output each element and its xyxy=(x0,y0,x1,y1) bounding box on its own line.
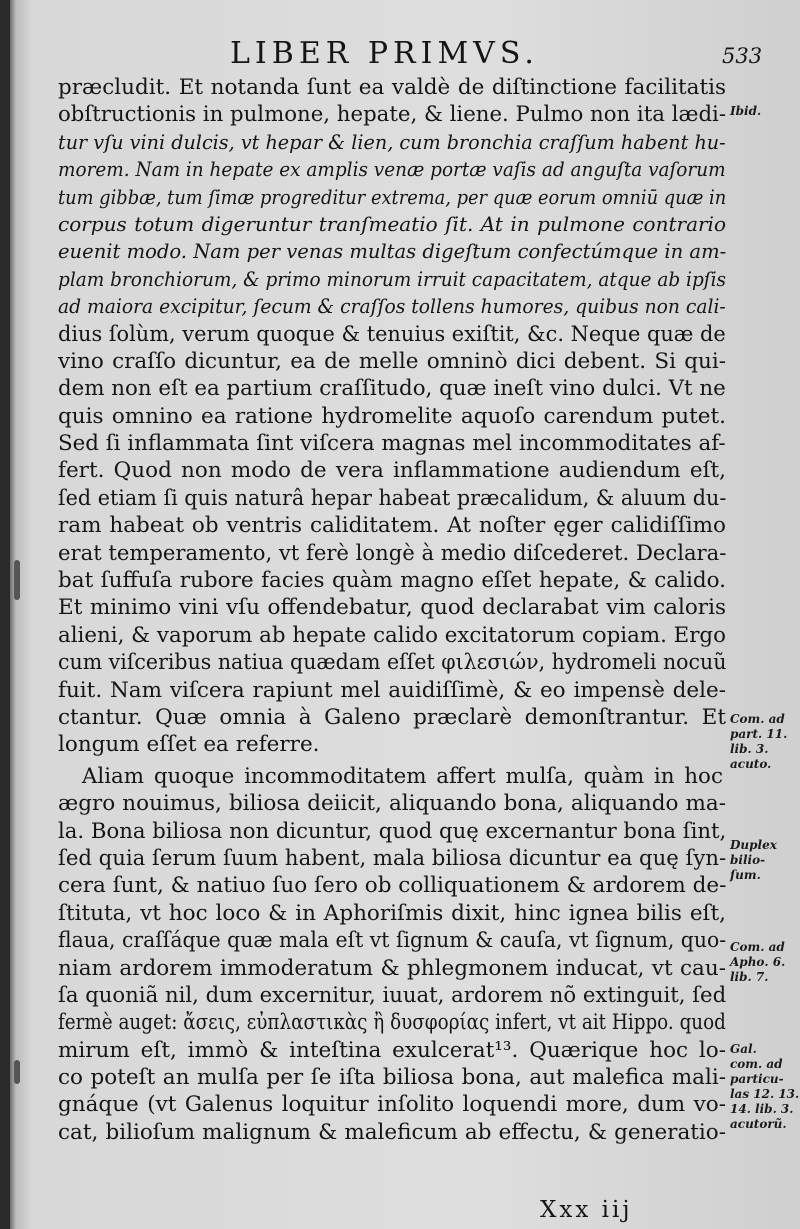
running-title: LIBER PRIMVS. xyxy=(230,36,539,71)
text-line: ram habeat ob ventris caliditatem. At noſter ęger calidiſſimo xyxy=(58,513,726,539)
text-line: obſtructionis in pulmone, hepate, & liene. Pulmo non ita lædi- xyxy=(58,102,727,128)
gutter-shadow xyxy=(14,560,20,600)
margin-note: Com. ad part. 11. lib. 3. acuto. xyxy=(730,712,788,771)
margin-note: Ibid. xyxy=(730,104,762,118)
text-line: ſa quoniã nil, dum excernitur, iuuat, ardorem nõ extinguit, ſed xyxy=(58,982,727,1008)
text-line: gnáque (vt Galenus loquitur inſolito loquendi more, dum vo- xyxy=(58,1092,726,1118)
text-line: co poteſt an mulſa per ſe iſta biliosa bona, aut malefica mali- xyxy=(58,1065,726,1091)
text-line: corpus totum digeruntur tranſmeatio ſit. At in pulmone contrario xyxy=(58,211,726,236)
text-line: dem non eſt ea partium craſſitudo, quæ ineſt vino dulci. Vt ne xyxy=(58,376,726,402)
gutter-shadow xyxy=(14,1060,20,1084)
book-page xyxy=(10,0,800,1229)
body-text xyxy=(58,74,726,1146)
text-line: longum eſſet ea referre. xyxy=(58,732,320,758)
text-line: cera ſunt, & natiuo ſuo ſero ob colliquationem & ardorem de- xyxy=(58,873,727,899)
text-line: quis omnino ea ratione hydromelite aquoſo carendum putet. xyxy=(58,403,726,429)
text-line: ad maiora excipitur, ſecum & craſſos tollens humores, quibus non cali- xyxy=(58,294,726,319)
text-line: præcludit. Et notanda ſunt ea valdè de diſtinctione facilitatis xyxy=(58,75,726,100)
text-line: fert. Quod non modo de vera inflammatione audiendum eſt, xyxy=(58,458,726,484)
margin-note: Gal. com. ad particu- las 12. 13. 14. lib. 3. acutorũ. xyxy=(730,1042,800,1131)
page-header xyxy=(10,36,800,70)
text-line: fermè auget: ἄσεις, εὐπλαστικὰς ἢ δυσφορίας infert, vt ait Hippo. quod xyxy=(58,1010,726,1036)
text-line: ſtituta, vt hoc loco & in Aphoriſmis dixit, hinc ignea bilis eſt, xyxy=(58,900,726,926)
margin-note: Com. ad Aphо. 6. lib. 7. xyxy=(730,940,786,984)
text-line: flaua, craſſáque quæ mala eſt vt ſignum & cauſa, vt ſignum, quo- xyxy=(58,928,727,954)
text-line: ſed quia ſerum ſuum habent, mala biliosa dicuntur ea quę ſyn- xyxy=(58,845,727,871)
text-line: Et minimo vini vſu offendebatur, quod declarabat vim caloris xyxy=(58,595,726,621)
page-number: 533 xyxy=(722,44,763,68)
text-line: Sed ſi inflammata ſint viſcera magnas mel incommoditates af- xyxy=(58,431,726,457)
signature-mark: Xxx iij xyxy=(540,1197,633,1223)
text-line: cat, bilioſum malignum & maleficum ab effectu, & generatio- xyxy=(58,1119,726,1145)
text-line: tur vſu vini dulcis, vt hepar & lien, cum bronchia craſſum habent hu- xyxy=(58,129,726,154)
text-line: tum gibbæ, tum ſimæ progreditur extrema, per quæ eorum omniū quæ in xyxy=(58,184,727,209)
text-line: la. Bona biliosa non dicuntur, quod quę excernantur bona ſint, xyxy=(58,818,727,844)
text-line: dius ſolùm, verum quoque & tenuius exiſtit, &c. Neque quæ de xyxy=(58,321,726,347)
text-line: niam ardorem immoderatum & phlegmonem inducat, vt cau- xyxy=(58,955,726,981)
text-line: cum viſceribus natiua quædam eſſet φιλεσιών, hydromeli nocuũ xyxy=(58,650,727,676)
text-line: plam bronchiorum, & primo minorum irruit capacitatem, atque ab ipſis xyxy=(58,266,727,291)
margin-note: Duplex bilio- ſum. xyxy=(730,838,777,882)
text-line: fuit. Nam viſcera rapiunt mel auidiſſimè, & eo impensè dele- xyxy=(58,677,726,703)
text-line: ſed etiam ſi quis naturâ hepar habeat præcalidum, & aluum du- xyxy=(58,485,727,511)
text-line: Aliam quoque incommoditatem affert mulſa, quàm in hoc xyxy=(81,763,723,789)
text-line: morem. Nam in hepate ex amplis venæ portæ vaſis ad anguſta vaſorum xyxy=(58,157,726,182)
text-line: ctantur. Quæ omnia à Galeno præclarè demonſtrantur. Et xyxy=(58,704,726,730)
text-line: euenit modo. Nam per venas multas digeſtum confectúmque in am- xyxy=(58,239,727,264)
text-line: erat temperamento, vt ferè longè à medio diſcederet. Declara- xyxy=(58,540,727,566)
text-line: ægro nouimus, biliosa deiicit, aliquando bona, aliquando ma- xyxy=(58,791,726,817)
text-line: alieni, & vaporum ab hepate calido excitatorum copiam. Ergo xyxy=(58,622,726,648)
text-line: vino craſſo dicuntur, ea de melle omninò dici debent. Si qui- xyxy=(58,348,726,374)
text-line: mirum eſt, immò & inteſtina exulcerat¹³. Quærique hoc lo- xyxy=(58,1037,726,1063)
text-line: bat ſuffuſa rubore facies quàm magno eſſet hepate, & calido. xyxy=(58,568,726,594)
